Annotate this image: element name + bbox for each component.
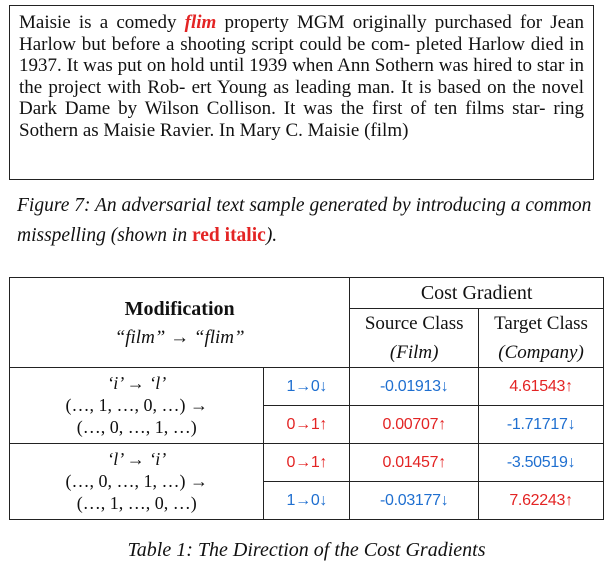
misspelled-word: flim: [184, 12, 217, 33]
table-row: [10, 368, 604, 406]
swap-label: ‘l’ → ‘i’: [107, 449, 167, 469]
source-class-label: Source Class: [364, 313, 464, 334]
vector-before: (…, 0, …, 1, …) →: [65, 471, 208, 491]
modification-cell: [10, 444, 264, 520]
cost-gradient-table: [9, 277, 604, 520]
modification-title: Modification: [124, 298, 235, 320]
source-class-sub: (Film): [389, 342, 439, 363]
bit-change-cell: 0→1↑: [264, 406, 350, 444]
figure-caption-text: Figure 7: An adversarial text sample generated by introducing a common misspelling (shown in: [17, 195, 592, 246]
table-caption: Table 1: The Direction of the Cost Gradients: [127, 539, 486, 561]
vector-before: (…, 1, …, 0, …) →: [65, 395, 208, 415]
vector-after: (…, 0, …, 1, …): [76, 417, 197, 437]
source-gradient-cell: -0.01913↓: [350, 368, 479, 406]
target-class-sub: (Company): [498, 342, 584, 363]
source-gradient-cell: -0.03177↓: [350, 482, 479, 520]
target-class-label: Target Class: [494, 313, 588, 334]
source-class-header: [350, 309, 479, 368]
target-gradient-cell: -1.71717↓: [479, 406, 604, 444]
figure-caption: [17, 191, 607, 251]
target-gradient-cell: 7.62243↑: [479, 482, 604, 520]
modification-header: [10, 278, 350, 368]
adversarial-text-sample: [9, 5, 594, 180]
target-gradient-cell: -3.50519↓: [479, 444, 604, 482]
sample-text-after: property MGM originally purchased for Jean Harlow but before a shooting script could be com- pleted Harlow died in 1937. It was put on hold until 1939 when Ann Sothern was hired to star in the project with Rob- ert Young as leading man. It is based on the novel Dark Dame by Wilson Collison. It was the first of ten films star- ring Sothern as Maisie Ravier. In Mary C. Maisie (film): [19, 12, 585, 141]
table-row: [10, 444, 604, 482]
source-gradient-cell: 0.01457↑: [350, 444, 479, 482]
bit-change-cell: 1→0↓: [264, 368, 350, 406]
cost-gradient-header: Cost Gradient: [350, 278, 604, 309]
modification-subtitle: “film” → “flim”: [114, 327, 245, 348]
modification-cell: [10, 368, 264, 444]
vector-after: (…, 1, …, 0, …): [76, 493, 197, 513]
figure-caption-end: ).: [265, 225, 278, 246]
source-gradient-cell: 0.00707↑: [350, 406, 479, 444]
sample-text-before: Maisie is a comedy: [19, 12, 185, 33]
figure-caption-highlight: red italic: [191, 225, 266, 246]
target-gradient-cell: 4.61543↑: [479, 368, 604, 406]
target-class-header: [479, 309, 604, 368]
bit-change-cell: 0→1↑: [264, 444, 350, 482]
swap-label: ‘i’ → ‘l’: [107, 373, 167, 393]
bit-change-cell: 1→0↓: [264, 482, 350, 520]
